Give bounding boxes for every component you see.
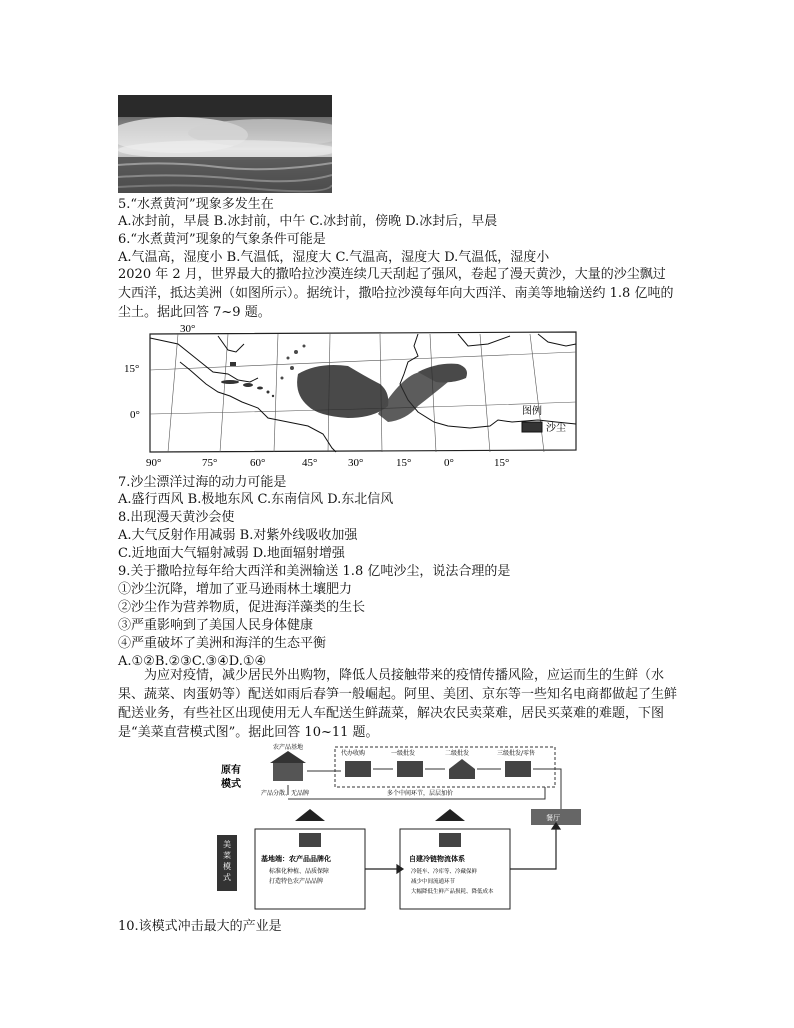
river-steam-photo-image (118, 95, 332, 193)
step-farm-base: 农产品基地 (273, 744, 304, 751)
question-6-stem: 6.“水煮黄河”现象的气象条件可能是 (118, 232, 326, 247)
step-wholesale-3: 三级批发/零售 (497, 750, 536, 757)
question-9-item-1: ①沙尘沉降，增加了亚马逊雨林土壤肥力 (118, 582, 353, 597)
question-10-stem: 10.该模式冲击最大的产业是 (118, 919, 282, 934)
lat-label-0: 0° (130, 409, 140, 421)
question-9-stem: 9.关于撒哈拉每年给大西洋和美洲输送 1.8 亿吨沙尘，说法合理的是 (118, 564, 511, 579)
dust-map (118, 322, 584, 470)
passage-sahara-dust: 2020 年 2 月，世界最大的撒哈拉沙漠连续几天刮起了强风，卷起了漫天黄沙，大量的沙尘飘过大西洋，抵达美洲（如图所示）。据统计，撒哈拉沙漠每年向大西洋、南美等地输送约 1.8 亿吨的尘土。据此回答 7~9 题。 (118, 267, 674, 320)
map-legend-title: 图例 (522, 406, 542, 417)
step-farm-sub: 产品分散、无品牌 (261, 790, 310, 797)
map-legend-label: 沙尘 (546, 423, 566, 434)
step-wholesale-2: 二级批发 (445, 750, 470, 757)
lon-label-60w: 60° (250, 457, 266, 469)
question-7-options: A.盛行西风 B.极地东风 C.东南信风 D.东北信风 (118, 492, 394, 507)
map-legend-swatch (522, 422, 542, 432)
base-end-title: 基地端：农产品品牌化 (261, 855, 331, 863)
old-mode-label: 原有模式 (221, 765, 241, 790)
cold-chain-line-1: 冷链车、冷库等、冷藏保鲜 (411, 869, 478, 875)
lat-label-15: 15° (124, 363, 140, 375)
river-steam-photo (118, 95, 332, 193)
question-9-item-3: ③严重影响到了美国人民身体健康 (118, 618, 314, 633)
old-chain-sub: 多个中间环节，层层加价 (387, 790, 454, 797)
base-end-line-1: 标准化种植、品质保障 (269, 868, 330, 875)
question-8-options-ab: A.大气反射作用减弱 B.对紫外线吸收加强 (118, 528, 358, 543)
question-5-options: A.冰封前，早晨 B.冰封前，中午 C.冰封前，傍晚 D.冰封后，早晨 (118, 214, 498, 229)
restaurant-label: 餐厅 (546, 814, 560, 822)
dust-map-svg (118, 322, 584, 470)
step-purchase: 代办收购 (341, 750, 366, 757)
lon-label-90w: 90° (146, 457, 162, 469)
lon-label-30w: 30° (348, 457, 364, 469)
question-8-stem: 8.出现漫天黄沙会使 (118, 510, 235, 525)
lon-label-0: 0° (444, 457, 454, 469)
meicai-flow-svg (215, 743, 590, 913)
base-end-line-2: 打造特色农产品品牌 (269, 878, 324, 885)
cold-chain-title: 自建冷链物流体系 (409, 855, 465, 863)
question-9-item-2: ②沙尘作为营养物质，促进海洋藻类的生长 (118, 600, 366, 615)
new-mode-label: 美菜模式 (223, 840, 231, 882)
meicai-flow-diagram (215, 743, 590, 913)
lon-label-15w: 15° (396, 457, 412, 469)
question-8-options-cd: C.近地面大气辐射减弱 D.地面辐射增强 (118, 546, 345, 561)
lon-label-15e: 15° (494, 457, 510, 469)
question-6-options: A.气温高，湿度小 B.气温低，湿度大 C.气温高，湿度大 D.气温低，湿度小 (118, 250, 550, 265)
lon-label-45w: 45° (302, 457, 318, 469)
passage-fresh-delivery: 为应对疫情，减少居民外出购物，降低人员接触带来的疫情传播风险，应运而生的生鲜（水果、蔬菜、肉蛋奶等）配送如雨后春笋一般崛起。阿里、美团、京东等一些知名电商都做起了生鲜配送业务，有些社区出现使用无人车配送生鲜蔬菜，解决农民卖菜难，居民买菜难的难题，下图是“美菜直营模式图”。据此回答 10~11 题。 (118, 668, 678, 740)
farm-icon (270, 751, 306, 781)
cold-chain-line-2: 减少中间流通环节 (411, 879, 456, 885)
question-9-options: A.①②B.②③C.③④D.①④ (118, 654, 267, 669)
question-7-stem: 7.沙尘漂洋过海的动力可能是 (118, 475, 287, 490)
question-5-stem: 5.“水煮黄河”现象多发生在 (118, 197, 274, 212)
lon-label-75w: 75° (202, 457, 218, 469)
question-9-item-4: ④严重破坏了美洲和海洋的生态平衡 (118, 636, 327, 651)
cold-chain-line-3: 大幅降低生鲜产品损耗、降低成本 (411, 889, 494, 895)
step-wholesale-1: 一级批发 (391, 750, 416, 757)
lat-label-30: 30° (180, 323, 196, 335)
